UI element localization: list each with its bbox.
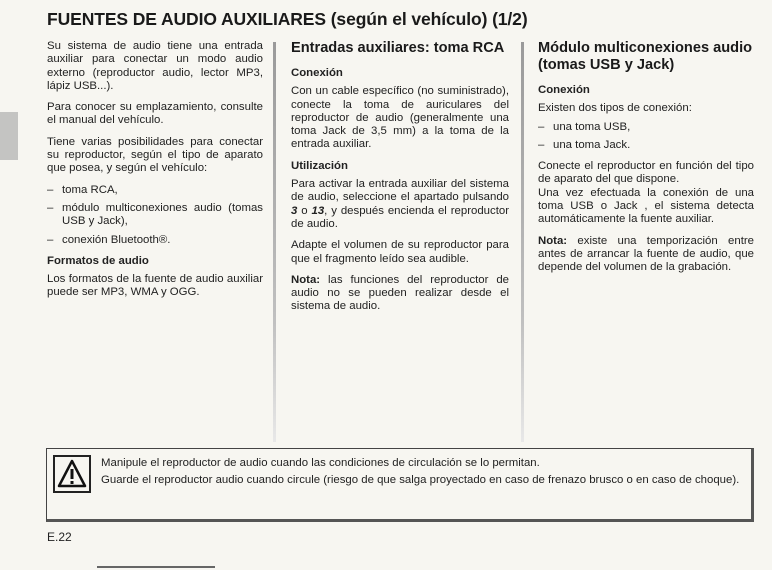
connection-options-list — [47, 184, 263, 247]
intro-paragraph: Su sistema de audio tiene una entrada auxiliar para conectar un modo audio externo (reproductor audio, lector MP3, lápiz USB...). — [47, 40, 263, 92]
warning-text — [101, 457, 743, 492]
options-paragraph: Tiene varias posibilidades para conectar su reproductor, según el tipo de aparato que posea, y según el vehículo: — [47, 135, 263, 175]
multiconnection-paragraph-2: Una vez efectuada la conexión de una toma USB o Jack , el sistema detecta automáticamente la fuente auxiliar. — [538, 186, 754, 226]
column-divider — [273, 42, 276, 442]
column-multiconnection — [538, 40, 754, 283]
rca-conexion-paragraph: Con un cable específico (no suministrado), conecte la toma de auriculares del reproductor de audio (generalmente una toma Jack de 3,5 mm) a la toma de la entrada auxiliar. — [291, 85, 509, 151]
column-intro — [47, 40, 263, 308]
column-divider — [521, 42, 524, 442]
multiconnection-paragraph-1: Conecte el reproductor en función del tipo de aparato del que dispone. — [538, 160, 754, 186]
warning-line-1: Manipule el reproductor de audio cuando las condiciones de circulación se lo permitan. — [101, 457, 540, 469]
warning-triangle-icon — [53, 455, 91, 493]
formats-heading: Formatos de audio — [47, 254, 149, 267]
list-item: – módulo multiconexiones audio (tomas USB y Jack), — [47, 202, 263, 229]
side-tab-marker — [0, 112, 18, 160]
rca-utilizacion-heading: Utilización — [291, 159, 348, 172]
warning-box — [46, 448, 754, 522]
connection-types-list — [538, 121, 754, 153]
multiconnection-heading: Módulo multiconexiones audio (tomas USB y Jack) — [538, 40, 753, 73]
multiconnection-note: Nota: existe una temporización entre antes de arrancar la fuente de audio, que depende del volumen de la grabación. — [538, 234, 754, 274]
list-item: – una toma USB, — [538, 121, 754, 134]
key-13: 13 — [311, 204, 325, 217]
key-3: 3 — [291, 204, 298, 217]
formats-paragraph: Los formatos de la fuente de audio auxiliar puede ser MP3, WMA y OGG. — [47, 273, 263, 299]
rca-volume-paragraph: Adapte el volumen de su reproductor para que el fragmento leído sea audible. — [291, 239, 509, 265]
rca-conexion-heading: Conexión — [291, 67, 343, 79]
multiconnection-conexion-heading: Conexión — [538, 84, 590, 96]
page-number: E.22 — [47, 530, 72, 544]
location-paragraph: Para conocer su emplazamiento, consulte el manual del vehículo. — [47, 101, 263, 127]
rca-note: Nota: las funciones del reproductor de audio no se pueden realizar desde el sistema de audio. — [291, 273, 509, 313]
bottom-rule — [97, 566, 215, 568]
page-title: FUENTES DE AUDIO AUXILIARES (según el vehículo) (1/2) — [47, 9, 528, 29]
list-item: – una toma Jack. — [538, 139, 754, 152]
multiconnection-intro: Existen dos tipos de conexión: — [538, 102, 692, 115]
column-rca — [291, 40, 509, 322]
list-item: – toma RCA, — [47, 184, 263, 197]
warning-line-2: Guarde el reproductor audio cuando circule (riesgo de que salga proyectado en caso de frenazo brusco o en caso de choque). — [101, 474, 740, 487]
rca-heading: Entradas auxiliares: toma RCA — [291, 40, 505, 56]
list-item: – conexión Bluetooth®. — [47, 234, 263, 247]
rca-utilizacion-paragraph: Para activar la entrada auxiliar del sistema de audio, seleccione el apartado pulsando 3 o 13, y después encienda el reproductor de audio. — [291, 178, 509, 230]
